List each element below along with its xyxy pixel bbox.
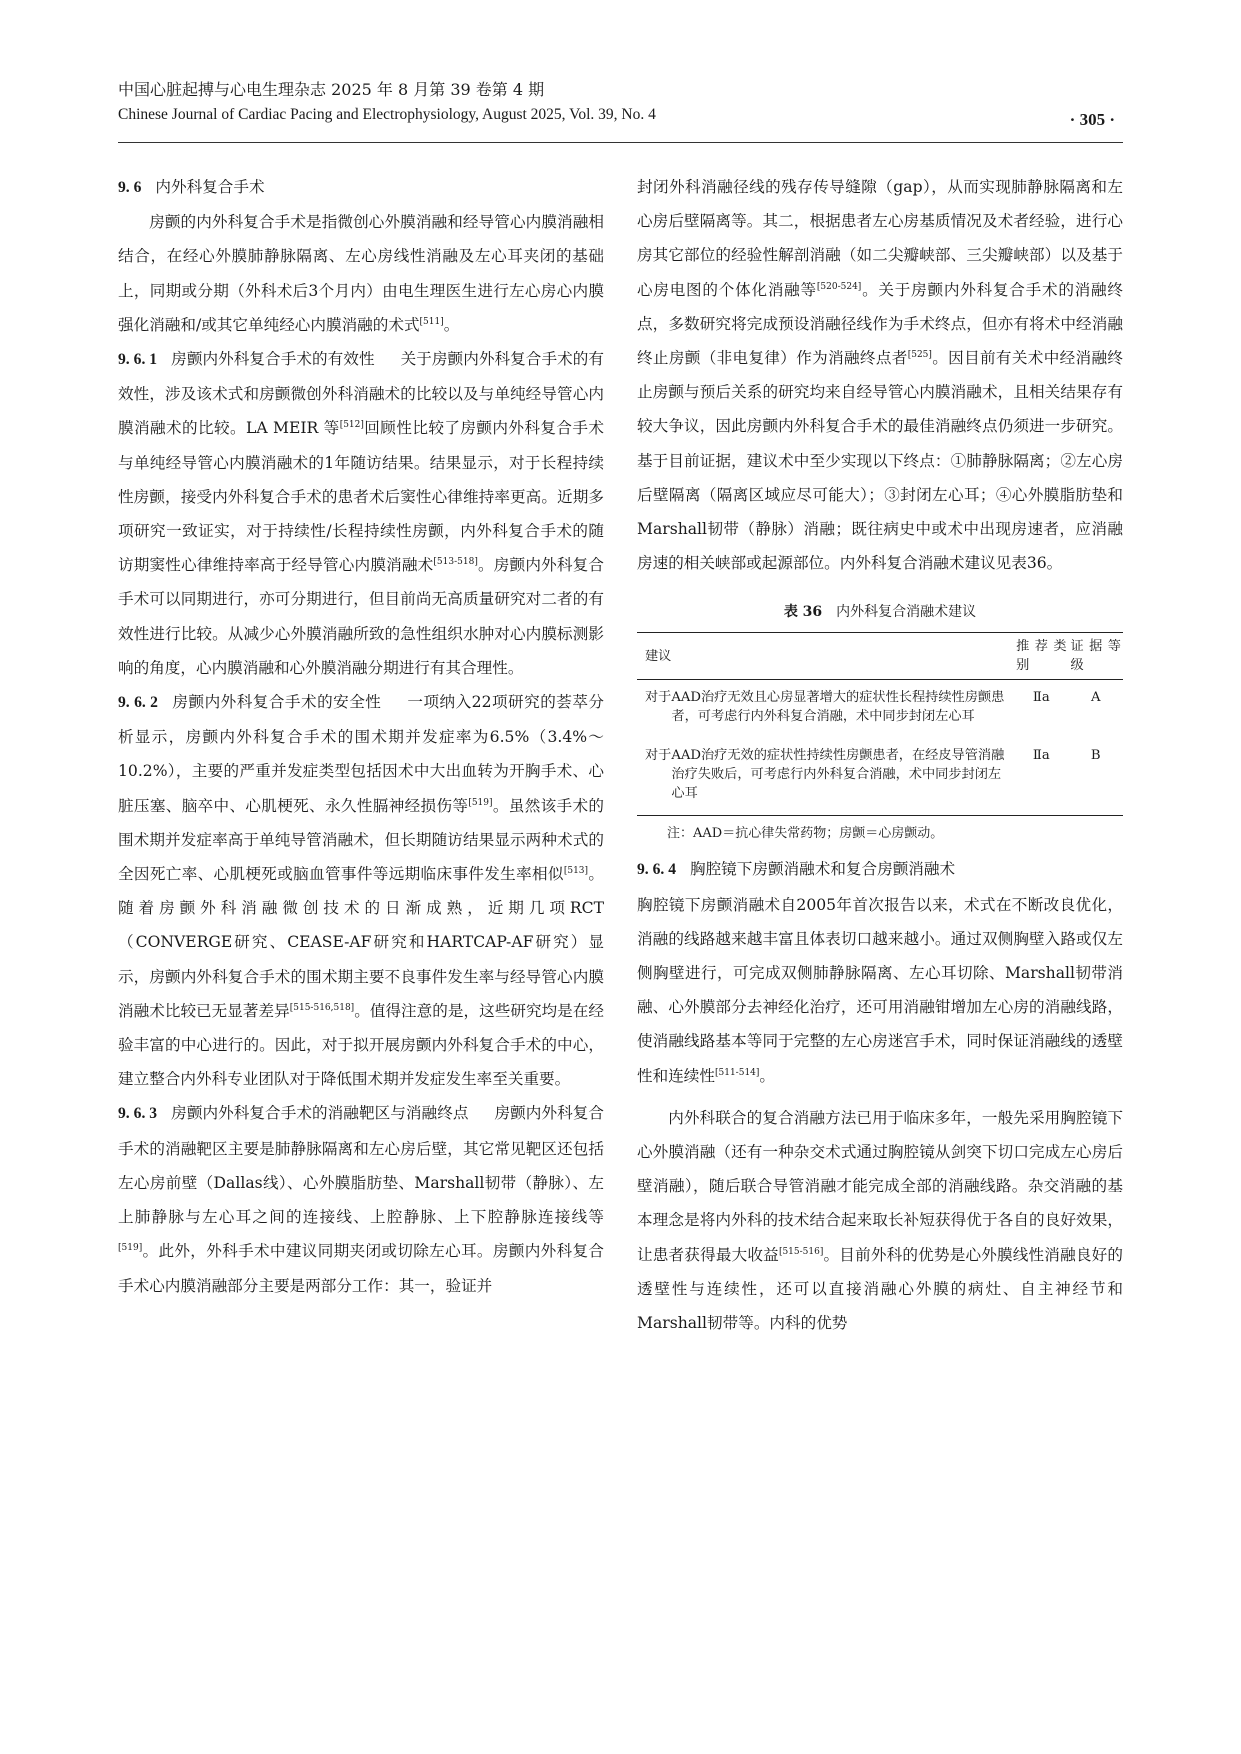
citation: [511] (419, 316, 444, 327)
left-column (118, 170, 604, 1303)
table-header-cell: 建议 (645, 648, 672, 664)
journal-title-cn: 中国心脏起搏与心电生理杂志 2025 年 8 月第 39 卷第 4 期 (118, 80, 545, 99)
class-cell: Ⅱa (1032, 748, 1050, 764)
citation: [512] (339, 420, 364, 431)
right-column (637, 170, 1123, 1340)
running-header (118, 78, 1123, 143)
paragraph: 封闭外科消融径线的残存传导缝隙（gap），从而实现肺静脉隔离和左心房后壁隔离等。其二，根据患者左心房基质情况及术者经验，进行心房其它部位的经验性解剖消融（如二尖瓣峡部、三尖瓣峡部）以及基于心房电图的个体化消融等[520-524]。关于房颤内外科复合手术的消融终点，多数研究将完成预设消融径线作为手术终点，但亦有将术中经消融终止房颤（非电复律）作为消融终点者[525]。因目前有关术中经消融终止房颤与预后关系的研究均来自经导管心内膜消融术，且相关结果存有较大争议，因此房颤内外科复合手术的最佳消融终点仍须进一步研究。基于目前证据，建议术中至少实现以下终点：①肺静脉隔离；②左心房后壁隔离（隔离区域应尽可能大）；③封闭左心耳；④心外膜脂肪垫和Marshall韧带（静脉）消融；既往病史中或术中出现房速者，应消融房速的相关峡部或起源部位。内外科复合消融术建议见表36。 (637, 178, 1123, 573)
journal-title-en: Chinese Journal of Cardiac Pacing and Electrophysiology, August 2025, Vol. 39, No. 4 (118, 106, 656, 123)
citation: [511-514] (714, 1067, 760, 1078)
citation: [513] (563, 865, 589, 876)
citation: [515-516] (778, 1246, 824, 1257)
citation: [519] (118, 1243, 143, 1254)
journal-page (118, 78, 1123, 1718)
table-note: 注：AAD＝抗心律失常药物；房颤＝心房颤动。 (667, 826, 944, 842)
subsection-9-6-1: 9. 6. 1 房颤内外科复合手术的有效性 关于房颤内外科复合手术的有效性，涉及该术式和房颤微创外科消融术的比较以及与单纯经导管心内膜消融术的比较。LA MEIR 等[512]回顾性比较了房颤内外科复合手术与单纯经导管心内膜消融术的1年随访结果。结果显示，对于长程持续性房颤，接受内外科复合手术的患者术后窦性心律维持率更高。近期多项研究一致证实，对于持续性/长程持续性房颤，内外科复合手术的随访期窦性心律维持率高于经导管心内膜消融术[513-518]。房颤内外科复合手术可以同期进行，亦可分期进行，但目前尚无高质量研究对二者的有效性进行比较。从减少心外膜消融所致的急性组织水肿对心内膜标测影响的角度，心内膜消融和心外膜消融分期进行有其合理性。 (118, 350, 604, 677)
table-row (637, 680, 1123, 739)
subsection-9-6-3: 9. 6. 3 房颤内外科复合手术的消融靶区与消融终点 房颤内外科复合手术的消融靶区主要是肺静脉隔离和左心房后壁，其它常见靶区还包括左心房前壁（Dallas线）、心外膜脂肪垫、Marshall韧带（静脉）、左上肺静脉与左心耳之间的连接线、上腔静脉、上下腔静脉连接线等[519]。此外，外科手术中建议同期夹闭或切除左心耳。房颤内外科复合手术心内膜消融部分主要是两部分工作：其一，验证并 (118, 1104, 604, 1295)
table-header-row (637, 633, 1123, 680)
citation: [520-524] (816, 281, 862, 292)
recommendation-cell: 对于AAD治疗无效的症状性持续性房颤患者，在经皮导管消融治疗失败后，可考虑行内外科复合消融，术中同步封闭左心耳 (645, 748, 1005, 802)
recommendation-cell: 对于AAD治疗无效且心房显著增大的症状性长程持续性房颤患者，可考虑行内外科复合消融，术中同步封闭左心耳 (645, 690, 1005, 725)
page-number: · 305 · (1069, 110, 1115, 129)
recommendation-table (637, 632, 1123, 816)
level-cell: B (1090, 748, 1101, 764)
table-caption: 表 36 内外科复合消融术建议 (783, 604, 977, 621)
citation: [519] (468, 797, 493, 808)
table-header-cell: 推荐类别 (1016, 639, 1067, 674)
citation: [513-518] (433, 557, 478, 568)
section-heading-9-6: 9. 6 内外科复合手术 (118, 178, 265, 196)
citation: [515-516,518] (289, 1002, 355, 1013)
subsection-9-6-2: 9. 6. 2 房颤内外科复合手术的安全性 一项纳入22项研究的荟萃分析显示，房颤内外科复合手术的围术期并发症率为6.5%（3.4%～10.2%），主要的严重并发症类型包括因术中大出血转为开胸手术、心脏压塞、脑卒中、心肌梗死、永久性膈神经损伤等[519]。虽然该手术的围术期并发症率高于单纯导管消融术，但长期随访结果显示两种术式的全因死亡率、心肌梗死或脑血管事件等远期临床事件发生率相似[513]。随着房颤外科消融微创技术的日渐成熟，近期几项RCT（CONVERGE研究、CEASE-AF研究和HARTCAP-AF研究）显示，房颤内外科复合手术的围术期主要不良事件发生率与经导管心内膜消融术比较已无显著差异[515-516,518]。值得注意的是，这些研究均是在经验丰富的中心进行的。因此，对于拟开展房颤内外科复合手术的中心，建立整合内外科专业团队对于降低围术期并发症发生率至关重要。 (118, 693, 605, 1089)
subsection-9-6-4: 9. 6. 4 胸腔镜下房颤消融术和复合房颤消融术 胸腔镜下房颤消融术自2005年首次报告以来，术式在不断改良优化，消融的线路越来越丰富且体表切口越来越小。通过双侧胸壁入路或仅左侧胸壁进行，可完成双侧肺静脉隔离、左心耳切除、Marshall韧带消融、心外膜部分去神经化治疗，还可用消融钳增加左心房的消融线路，使消融线路基本等同于完整的左心房迷宫手术，同时保证消融线的透壁性和连续性[511-514]。 (637, 860, 1123, 1085)
citation: [525] (907, 349, 932, 360)
paragraph: 内外科联合的复合消融方法已用于临床多年，一般先采用胸腔镜下心外膜消融（还有一种杂交术式通过胸腔镜从剑突下切口完成左心房后壁消融），随后联合导管消融才能完成全部的消融线路。杂交消融的基本理念是将内外科的技术结合起来取长补短获得优于各自的良好效果，让患者获得最大收益[515-516]。目前外科的优势是心外膜线性消融良好的透壁性与连续性，还可以直接消融心外膜的病灶、自主神经节和Marshall韧带等。内科的优势 (637, 1108, 1123, 1333)
table-header-cell: 证据等级 (1070, 639, 1121, 674)
class-cell: Ⅱa (1032, 690, 1050, 706)
paragraph: 房颤的内外科复合手术是指微创心外膜消融和经导管心内膜消融相结合，在经心外膜肺静脉隔离、左心房线性消融及左心耳夹闭的基础上，同期或分期（外科术后3个月内）由电生理医生进行左心房心内膜强化消融和/或其它单纯经心内膜消融的术式[511]。 (118, 213, 604, 334)
level-cell: A (1090, 690, 1101, 706)
table-row (637, 738, 1123, 816)
